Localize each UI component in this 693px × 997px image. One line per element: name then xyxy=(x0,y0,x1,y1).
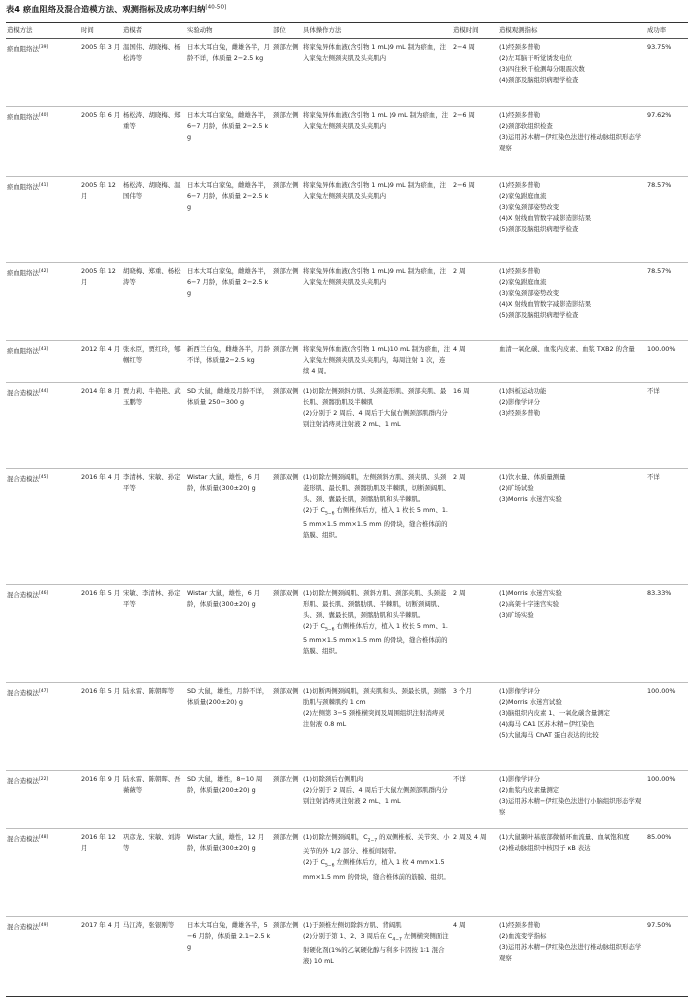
indicator-item: (2)家兔跗庭血流 xyxy=(499,278,547,286)
operation-step: (1)于颈椎左侧切除斜方肌、背阔肌 xyxy=(303,921,402,929)
indicator-item: (3)家兔颈部姿势改变 xyxy=(499,203,560,211)
cell-operation xyxy=(302,177,452,263)
table-row xyxy=(6,177,688,263)
cell-site: 颈部双侧 xyxy=(272,683,302,771)
indicator-item: (3)家兔颈部姿势改变 xyxy=(499,289,560,297)
cell-duration: 4 周 xyxy=(452,341,498,383)
cell-operation xyxy=(302,585,452,683)
indicator-item: (2)旷场试验 xyxy=(499,484,534,492)
cell-method xyxy=(6,829,80,917)
header-row xyxy=(6,23,688,39)
cell-method xyxy=(6,107,80,177)
cell-time: 2005 年 12 月 xyxy=(80,263,122,341)
cell-authors: 杨松涛、胡晓梅、郑重等 xyxy=(122,107,186,177)
method-name: 混合造模法 xyxy=(7,591,39,600)
method-name: 混合造模法 xyxy=(7,689,39,698)
table-row xyxy=(6,469,688,585)
indicator-item: (3)旷场实验 xyxy=(499,611,534,619)
cell-indicators xyxy=(498,383,646,469)
cell-method xyxy=(6,177,80,263)
cell-rate: 78.57% xyxy=(646,263,688,341)
cell-operation xyxy=(302,683,452,771)
indicator-item: (1)经颈多普勒 xyxy=(499,181,541,189)
cell-animal: Wistar 大鼠，雄性，12 月龄，体质量(300±20) g xyxy=(186,829,272,917)
cell-operation xyxy=(302,341,452,383)
cell-site: 颈部左侧 xyxy=(272,771,302,829)
method-ref: [46] xyxy=(38,591,49,596)
cell-duration: 2−4 周 xyxy=(452,39,498,107)
cell-time: 2016 年 4 月 xyxy=(80,469,122,585)
cell-time: 2005 年 12 月 xyxy=(80,177,122,263)
cell-duration: 16 周 xyxy=(452,383,498,469)
header-site: 部位 xyxy=(272,23,302,39)
operation-step: (1)切除左侧颈阔肌、颈斜方肌、颈部夹肌、头颈菱形肌、最长肌、颈髂肋肌、半棘肌，切断颈阔肌、头、颈、囊最长肌，颈髂肋肌和头半棘肌。 xyxy=(303,589,447,619)
table-row xyxy=(6,683,688,771)
table-row xyxy=(6,39,688,107)
operation-step: (2)于 $C_{5-6}$ 右侧椎体后方，植入 1 枚长 5 mm、1.5 mm×1.5 mm×1.5 mm 的骨块，缝合椎体前的筋膜、组织。 xyxy=(303,622,448,656)
indicator-item: (3)Morris 水迷宫实验 xyxy=(499,495,562,503)
header-method: 造模方法 xyxy=(6,23,80,39)
cell-indicators xyxy=(498,829,646,917)
operation-step: (2)于 $C_{5-6}$ 左侧椎体后方，植入 1 枚 4 mm×1.5 mm×1.5 mm 的骨块，缝合椎体前的筋膜、组织。 xyxy=(303,858,450,881)
indicator-item: (1)影像学评分 xyxy=(499,775,541,783)
cell-animal: 日本大耳白家兔，雌雄各半，6−7 月龄，体质量 2−2.5 kg xyxy=(186,263,272,341)
cell-rate: 97.62% xyxy=(646,107,688,177)
cell-duration: 2−6 周 xyxy=(452,177,498,263)
method-ref: [47] xyxy=(38,689,49,694)
operation-step: 将家兔异体血液(含引物 1 mL)10 mL 制为瘀血，注入家兔左侧颈夹肌及头夹肌内，每周注射 1 次，连续 4 周。 xyxy=(303,345,451,375)
indicator-item: (4)X 射线血管数字减影造影结果 xyxy=(499,300,592,308)
cell-site: 颈部双侧 xyxy=(272,383,302,469)
header-animal: 实验动物 xyxy=(186,23,272,39)
cell-rate: 100.00% xyxy=(646,771,688,829)
cell-duration: 2 周及 4 周 xyxy=(452,829,498,917)
indicator-item: (1)经颈多普勒 xyxy=(499,111,541,119)
cell-indicators xyxy=(498,771,646,829)
cell-indicators xyxy=(498,107,646,177)
cell-indicators xyxy=(498,341,646,383)
method-ref: [22] xyxy=(38,777,49,782)
cell-time: 2016 年 5 月 xyxy=(80,683,122,771)
operation-step: 将家兔异体血液(含引物 1 mL)9 mL 制为瘀血，注入家兔左侧颈夹肌及头夹肌内 xyxy=(303,267,447,286)
operation-step: 将家兔异体血液(含引物 1 mL)9 mL 制为瘀血，注入家兔左侧颈夹肌及头夹肌内 xyxy=(303,43,447,62)
indicator-item: (2)血浆内皮素量测定 xyxy=(499,786,560,794)
cell-site: 颈部左侧 xyxy=(272,107,302,177)
cell-operation xyxy=(302,829,452,917)
cell-authors: 陆永雷、陈朝晖等 xyxy=(122,683,186,771)
indicator-item: (3)四往秋千检测每分眼震次数 xyxy=(499,65,585,73)
indicator-item: (5)大鼠海马 ChAT 蛋白表达的比较 xyxy=(499,731,599,739)
indicator-item: (3)运用苏木精−伊红染色法进行小脑组织形态学观察 xyxy=(499,797,642,816)
cell-indicators xyxy=(498,39,646,107)
method-name: 瘀血阻络法 xyxy=(7,113,39,122)
cell-rate: 不详 xyxy=(646,383,688,469)
indicator-item: (2)颈部软组织检查 xyxy=(499,122,553,130)
cell-time: 2005 年 6 月 xyxy=(80,107,122,177)
cell-site: 颈部双侧 xyxy=(272,585,302,683)
table-row xyxy=(6,829,688,917)
indicator-item: (3)经颈多普勒 xyxy=(499,409,541,417)
indicator-item: (3)运用苏木精−伊红染色法进行椎动脉组织形态学观察 xyxy=(499,133,642,152)
indicator-item: (1)影像学评分 xyxy=(499,687,541,695)
cell-indicators xyxy=(498,177,646,263)
header-authors: 造模者 xyxy=(122,23,186,39)
cell-site: 颈部左侧 xyxy=(272,341,302,383)
method-ref: [40] xyxy=(38,113,49,118)
cell-method xyxy=(6,383,80,469)
method-name: 瘀血阻络法 xyxy=(7,347,39,356)
cell-duration: 2 周 xyxy=(452,263,498,341)
table-row xyxy=(6,917,688,997)
cell-operation xyxy=(302,469,452,585)
operation-step: (2)分别于第 1、2、3 周后在 $C_{4-7}$ 左侧横突侧面注射硬化剂(1%的乙氧硬化醇与利多卡因按 1∶1 混合液) 10 mL xyxy=(303,932,449,966)
indicator-item: (1)大鼠颞叶基底部微循环血流量、血氧饱和度 xyxy=(499,833,630,841)
indicator-item: (5)颈部及脑组织病理学检查 xyxy=(499,311,579,319)
cell-site: 颈部左侧 xyxy=(272,39,302,107)
cell-operation xyxy=(302,383,452,469)
indicator-item: (4)海马 CA1 区苏木精−伊红染色 xyxy=(499,720,595,728)
cell-rate: 97.50% xyxy=(646,917,688,997)
cell-animal: 日本大耳白兔，雌雄各半，月龄不详，体质量 2−2.5 kg xyxy=(186,39,272,107)
table-row xyxy=(6,585,688,683)
method-ref: [39] xyxy=(38,45,49,50)
operation-step: (2)分别于 2 周后、4 周后于大鼠左侧颈部肌群内分别注射消痔灵注射液 2 mL、1 mL xyxy=(303,786,448,805)
indicator-item: (5)颈部及脑组织病理学检查 xyxy=(499,225,579,233)
method-name: 混合造模法 xyxy=(7,923,39,932)
cell-rate: 100.00% xyxy=(646,683,688,771)
table-row xyxy=(6,771,688,829)
cell-duration: 2 周 xyxy=(452,585,498,683)
cell-authors: 巩彦龙、宋敏、刘涛等 xyxy=(122,829,186,917)
cell-animal: 日本大耳白兔，雌雄各半，5−6 月龄，体质量 2.1−2.5 kg xyxy=(186,917,272,997)
cell-method xyxy=(6,39,80,107)
operation-step: 将家兔异体血液(含引物 1 mL)9 mL 制为瘀血，注入家兔左侧颈夹肌及头夹肌内 xyxy=(303,181,447,200)
cell-animal: Wistar 大鼠，雄性，6 月龄，体质量(300±20) g xyxy=(186,585,272,683)
indicator-item: (3)脑组织内皮素 1、一氧化碳含量测定 xyxy=(499,709,611,717)
cell-authors: 温国伟、胡晓梅、杨松涛等 xyxy=(122,39,186,107)
cell-method xyxy=(6,341,80,383)
method-ref: [44] xyxy=(38,389,49,394)
indicator-item: (1)经颈多普勒 xyxy=(499,921,541,929)
cell-time: 2016 年 9 月 xyxy=(80,771,122,829)
indicator-item: (2)家兔跗庭血流 xyxy=(499,192,547,200)
cell-rate: 85.00% xyxy=(646,829,688,917)
cell-operation xyxy=(302,771,452,829)
cell-method xyxy=(6,771,80,829)
cell-authors: 马江涛，张银刚等 xyxy=(122,917,186,997)
indicator-item: (2)Morris 水迷宫试验 xyxy=(499,698,562,706)
cell-time: 2016 年 5 月 xyxy=(80,585,122,683)
header-time: 时间 xyxy=(80,23,122,39)
cell-method xyxy=(6,683,80,771)
cell-method xyxy=(6,585,80,683)
data-table xyxy=(6,22,688,997)
cell-rate: 83.33% xyxy=(646,585,688,683)
operation-step: 将家兔异体血液(含引物 1 mL )9 mL 制为瘀血，注入家兔左侧颈夹肌及头夹肌内 xyxy=(303,111,449,130)
cell-site: 颈部左侧 xyxy=(272,177,302,263)
method-name: 瘀血阻络法 xyxy=(7,269,39,278)
cell-time: 2012 年 4 月 xyxy=(80,341,122,383)
indicator-item: (1)经颈多普勒 xyxy=(499,267,541,275)
cell-animal: SD 大鼠，雌雄及月龄不详，体质量 250−300 g xyxy=(186,383,272,469)
cell-duration: 不详 xyxy=(452,771,498,829)
cell-time: 2017 年 4 月 xyxy=(80,917,122,997)
cell-site: 颈部左侧 xyxy=(272,829,302,917)
cell-time: 2016 年 12 月 xyxy=(80,829,122,917)
cell-method xyxy=(6,263,80,341)
operation-step: (1)切断两侧颈阔肌，颈夹肌和头、颈最长肌，颈髂肋肌与颈棘肌约 1 cm xyxy=(303,687,447,706)
header-operation: 具体操作方法 xyxy=(302,23,452,39)
method-ref: [45] xyxy=(38,475,49,480)
cell-authors: 陆永雷、陈朝晖、吾薇薇等 xyxy=(122,771,186,829)
cell-rate: 不详 xyxy=(646,469,688,585)
cell-site: 颈部双侧 xyxy=(272,469,302,585)
cell-duration: 2 周 xyxy=(452,469,498,585)
cell-site: 颈部左侧 xyxy=(272,263,302,341)
operation-step: (1)切除颈后右侧肌肉 xyxy=(303,775,364,783)
cell-animal: SD 大鼠，雄性，8−10 周龄，体质量(200±20) g xyxy=(186,771,272,829)
cell-authors: 张永臣，贾红玲，郇帼红等 xyxy=(122,341,186,383)
table-title-text: 表4 瘀血阻络及混合造模方法、观测指标及成功率归纳 xyxy=(6,4,206,14)
cell-operation xyxy=(302,107,452,177)
cell-site: 颈部左侧 xyxy=(272,917,302,997)
operation-step: (1)切除左侧颈阔肌，$C_{2-7}$ 的双侧椎板、关节突、小关节的外 1/2 部分、椎板间韧带。 xyxy=(303,833,450,856)
cell-time: 2005 年 3 月 xyxy=(80,39,122,107)
method-name: 混合造模法 xyxy=(7,389,39,398)
header-duration: 造模时间 xyxy=(452,23,498,39)
method-ref: [42] xyxy=(38,269,49,274)
cell-duration: 4 周 xyxy=(452,917,498,997)
cell-indicators xyxy=(498,683,646,771)
table-row xyxy=(6,383,688,469)
indicator-item: (1)经颈多普勒 xyxy=(499,43,541,51)
method-name: 混合造模法 xyxy=(7,835,39,844)
indicator-item: (2)椎动脉组织中核因子 κB 表达 xyxy=(499,844,591,852)
method-ref: [49] xyxy=(38,923,49,928)
operation-step: (1)切除左侧颈阔肌，左侧颈斜方肌、颈夹肌、头颈菱形肌、最长肌、颈髂肋肌及半棘肌，切断颈阔肌、头、颈、囊最长肌，颈髂肋肌和头半棘肌。 xyxy=(303,473,450,503)
cell-authors: 杨松涛、胡晓梅、温国伟等 xyxy=(122,177,186,263)
operation-step: (2)左侧第 3−5 颈椎横突间及周围组织注射消痔灵注射液 0.8 mL xyxy=(303,709,445,728)
indicator-item: (2)左耳脑干听觉诱发电位 xyxy=(499,54,572,62)
cell-authors: 宋敏、李清林、孙定平等 xyxy=(122,585,186,683)
indicator-item: (2)影像学评分 xyxy=(499,398,541,406)
cell-rate: 93.75% xyxy=(646,39,688,107)
table-row xyxy=(6,107,688,177)
indicator-item: (1)饮水量、体质量测量 xyxy=(499,473,566,481)
indicator-item: (4)颈部及脑组织病理学检查 xyxy=(499,76,579,84)
cell-method xyxy=(6,469,80,585)
header-indicators: 造模观测指标 xyxy=(498,23,646,39)
cell-animal: SD 大鼠，雄性，月龄不详，体质量(200±20) g xyxy=(186,683,272,771)
cell-time: 2014 年 8 月 xyxy=(80,383,122,469)
method-name: 瘀血阻络法 xyxy=(7,183,39,192)
method-ref: [43] xyxy=(38,347,49,352)
cell-animal: 日本大耳白家兔，雌雄各半，6−7 月龄，体质量 2−2.5 kg xyxy=(186,177,272,263)
cell-duration: 3 个月 xyxy=(452,683,498,771)
indicator-item: 血清一氧化碳、血浆内皮素、血浆 TXB2 的含量 xyxy=(499,345,635,353)
cell-authors: 李清林、宋敏、孙定平等 xyxy=(122,469,186,585)
cell-animal: 新西兰白兔，雌雄各半，月龄不详，体质量2−2.5 kg xyxy=(186,341,272,383)
cell-rate: 100.00% xyxy=(646,341,688,383)
cell-animal: Wistar 大鼠，雄性，6 月龄，体质量(300±20) g xyxy=(186,469,272,585)
indicator-item: (2)高架十字迷宫实验 xyxy=(499,600,560,608)
table-body xyxy=(6,39,688,997)
header-rate: 成功率 xyxy=(646,23,688,39)
indicator-item: (1)Morris 水迷宫实验 xyxy=(499,589,562,597)
method-name: 混合造模法 xyxy=(7,777,39,786)
method-name: 混合造模法 xyxy=(7,475,39,484)
table-title xyxy=(6,4,226,15)
indicator-item: (4)X 射线血管数字减影造影结果 xyxy=(499,214,592,222)
indicator-item: (3)运用苏木精−伊红染色法进行椎动脉组织形态学观察 xyxy=(499,943,642,962)
indicator-item: (1)斜板运动功能 xyxy=(499,387,547,395)
cell-indicators xyxy=(498,585,646,683)
cell-duration: 2−6 周 xyxy=(452,107,498,177)
cell-indicators xyxy=(498,263,646,341)
cell-authors: 贾力莉、牛艳艳、武玉鹏等 xyxy=(122,383,186,469)
cell-rate: 78.57% xyxy=(646,177,688,263)
cell-operation xyxy=(302,263,452,341)
method-name: 瘀血阻络法 xyxy=(7,45,39,54)
method-ref: [41] xyxy=(38,183,49,188)
operation-step: (2)于 $C_{5-6}$ 右侧椎体后方，植入 1 枚长 5 mm、1.5 mm×1.5 mm×1.5 mm 的骨块，缝合椎体前的筋膜、组织。 xyxy=(303,506,448,540)
cell-method xyxy=(6,917,80,997)
indicator-item: (2)血流变学指标 xyxy=(499,932,547,940)
cell-animal: 日本大耳白家兔，雌雄各半，6−7 月龄，体质量 2−2.5 kg xyxy=(186,107,272,177)
cell-operation xyxy=(302,917,452,997)
cell-indicators xyxy=(498,917,646,997)
table-row xyxy=(6,263,688,341)
cell-operation xyxy=(302,39,452,107)
operation-step: (2)分别于 2 周后、4 周后于大鼠右侧颈部肌群内分别注射消痔灵注射液 2 mL、1 mL xyxy=(303,409,448,428)
cell-authors: 胡晓梅、郑重、杨松涛等 xyxy=(122,263,186,341)
operation-step: (1)切除左侧颈斜方肌、头颈菱形肌、颈部夹肌、最长肌、颈髂肋肌及半棘肌 xyxy=(303,387,447,406)
table-title-refs: [40-50] xyxy=(205,4,227,11)
method-ref: [48] xyxy=(38,835,49,840)
cell-indicators xyxy=(498,469,646,585)
table-row xyxy=(6,341,688,383)
